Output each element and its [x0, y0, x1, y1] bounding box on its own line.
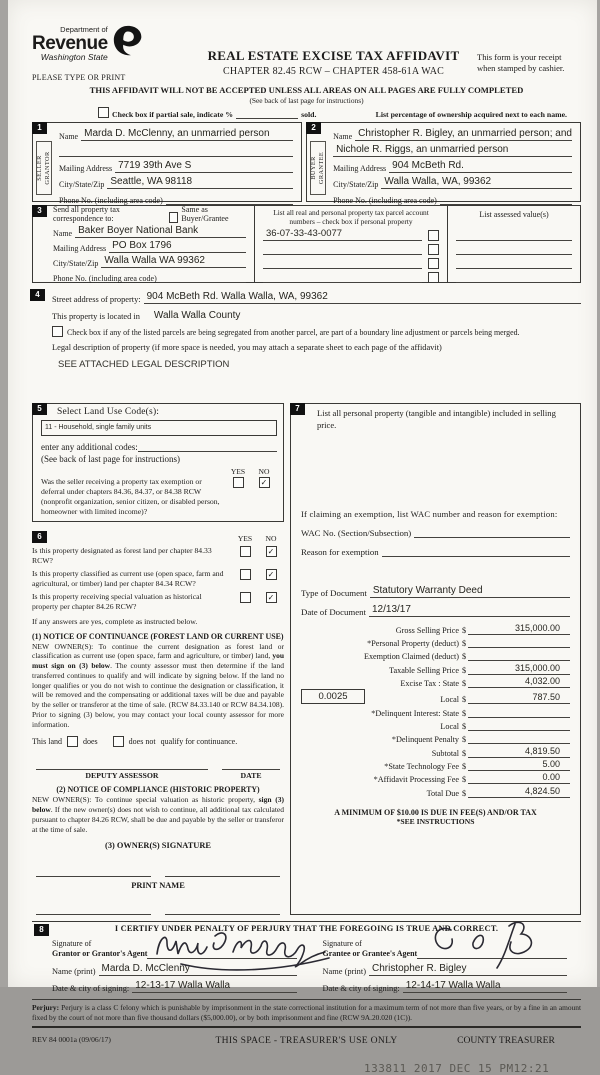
notice-continuance-bold: you must sign on (3) below [32, 651, 284, 671]
grantee-date-city-field[interactable]: 12-14-17 Walla Walla [403, 980, 567, 993]
form-revision-number: REV 84 0001a (09/06/17) [32, 1034, 111, 1044]
perjury-lead: Perjury: [32, 1003, 60, 1013]
partial-sale-checkbox[interactable] [98, 107, 109, 118]
land-use-section [32, 403, 284, 522]
owner-signature-line-1[interactable] [36, 866, 151, 877]
state-technology-fee-field[interactable]: 5.00 [468, 759, 570, 771]
historical-yes-checkbox[interactable] [240, 592, 251, 603]
same-as-buyer-label: Same as Buyer/Grantee [181, 205, 229, 223]
does-not-label: does not [128, 737, 156, 747]
parcel-2-personal-checkbox[interactable] [428, 244, 439, 255]
treasurer-date-stamp: 133811 2017 DEC 15 PM12:21 [364, 1061, 550, 1075]
gross-selling-price-field[interactable]: 315,000.00 [468, 623, 570, 635]
total-due-label: Total Due [426, 788, 459, 798]
delinquent-penalty-field[interactable] [468, 743, 570, 744]
seller-name-label: Name [59, 132, 79, 141]
sold-label: sold. [301, 110, 317, 119]
seller-grantor-side-label [36, 141, 52, 195]
dollar-sign: $ [462, 788, 467, 798]
paper [8, 0, 597, 1075]
assessed-2-field[interactable] [456, 254, 572, 255]
this-land-label: This land [32, 737, 62, 747]
grantor-signature-line[interactable] [147, 936, 296, 959]
dollar-sign: $ [462, 625, 467, 635]
please-type-note: PLEASE TYPE OR PRINT [32, 73, 126, 82]
receipt-note-line1: This form is your receipt [477, 52, 562, 62]
parcel-4-personal-checkbox[interactable] [428, 272, 439, 283]
same-as-buyer-checkbox[interactable] [169, 212, 179, 223]
s5-q1-no-checkbox[interactable]: ✓ [259, 477, 270, 488]
s5-yes-header: YES [230, 467, 246, 476]
dollar-sign: $ [462, 775, 467, 785]
street-address-field[interactable]: 904 McBeth Rd. Walla Walla, WA, 99362 [144, 291, 581, 304]
dollar-sign: $ [462, 748, 467, 758]
forest-land-yes-checkbox[interactable] [240, 546, 251, 557]
dollar-sign: $ [462, 762, 467, 772]
delinquent-interest-state-field[interactable] [468, 717, 570, 718]
local-tax-field[interactable]: 787.50 [468, 692, 570, 704]
seller-csz-field[interactable]: Seattle, WA 98118 [107, 176, 293, 189]
state-technology-fee-label: *State Technology Fee [384, 762, 459, 772]
exemption-deferral-question: Was the seller receiving a property tax exemption or deferral under chapters 84.36, 84.37, or 84.38 RCW (nonprofit organization, senior citizen, or disabled person, homeowner with limited income)? [41, 477, 220, 516]
if-yes-note: If any answers are yes, complete as instructed below. [32, 616, 198, 626]
section-7-number: 7 [290, 403, 305, 415]
corr-csz-label: City/State/Zip [53, 259, 99, 268]
deputy-date-label: DATE [240, 771, 262, 781]
section-3-number: 3 [32, 205, 47, 217]
excise-tax-state-label: Excise Tax : State [400, 679, 459, 689]
perjury-text: Perjury is a class C felony which is punishable by imprisonment in the state correctional institution for a maximum term of not more than five years, or by a fine in an amount fixed by the court of not more than five thousand dollars ($5,000.00), or by both imprisonment and fine (RCW 9A.20.020 (1C)). [32, 1003, 581, 1023]
segregated-note: Check box if any of the listed parcels are being segregated from another parcel, are part of a boundary line adjustment or parcels being merged. [67, 328, 520, 337]
logo-dept-line: Department of [60, 25, 108, 34]
type-of-document-field[interactable]: Statutory Warranty Deed [370, 585, 570, 598]
receipt-note-line2: when stamped by cashier. [477, 63, 565, 74]
seller-section [32, 122, 302, 205]
delinquent-interest-local-label: Local [440, 721, 459, 731]
wac-field[interactable] [414, 537, 570, 538]
s6-no-header: NO [265, 534, 277, 544]
wac-label: WAC No. (Section/Subsection) [301, 528, 412, 539]
section-1-number: 1 [32, 122, 47, 134]
buyer-name-label: Name [333, 132, 353, 141]
grantee-sig-label2: Grantee or Grantee's Agent [322, 949, 418, 959]
grantor-signature-block [36, 936, 307, 993]
parcel-numbers-header: List all real and personal property tax parcel account numbers – check box if personal property [273, 208, 429, 227]
reason-field[interactable] [382, 556, 570, 557]
grantor-label: GRANTOR [44, 151, 51, 185]
parcel-3-field[interactable] [263, 268, 422, 269]
dollar-sign: $ [462, 721, 467, 731]
deputy-assessor-label: DEPUTY ASSESSOR [85, 771, 159, 781]
land-use-title: Select Land Use Code(s): [57, 407, 160, 417]
street-address-label: Street address of property: [52, 295, 141, 304]
seller-phone-label: Phone No. (including area code) [59, 196, 163, 205]
section-5-number: 5 [32, 403, 47, 415]
receipt-note [477, 26, 581, 82]
parcel-4-field[interactable] [263, 282, 422, 283]
personal-property-note: List all personal property (tangible and intangible) included in selling price. [317, 408, 556, 430]
exemption-note: If claiming an exemption, list WAC number and reason for exemption: [301, 509, 558, 520]
grantee-name-print-field[interactable]: Christopher R. Bigley [369, 963, 567, 976]
affidavit-processing-fee-field[interactable]: 0.00 [468, 772, 570, 784]
owner-signature-title: (3) OWNER(S) SIGNATURE [105, 841, 211, 851]
delinquent-interest-state-label: *Delinquent Interest: State [371, 708, 459, 718]
dollar-sign: $ [462, 638, 467, 648]
county-treasurer-label: COUNTY TREASURER [457, 1034, 555, 1046]
dollar-sign: $ [462, 708, 467, 718]
seller-label: SELLER [36, 155, 44, 181]
print-name-label: PRINT NAME [131, 881, 185, 891]
logo-revenue: Revenue [32, 32, 108, 54]
assessed-1-field[interactable] [456, 240, 572, 241]
corr-name-field[interactable]: Baker Boyer National Bank [75, 225, 246, 238]
additional-codes-label: enter any additional codes: [41, 442, 138, 452]
notice-compliance-post: . If the new owner(s) does not wish to continue, all additional tax calculated pursuant to chapter 84.26 RCW, shall be due and payable by the seller or transferor at the time of sale. [32, 805, 284, 834]
grantor-name-print-field[interactable]: Marda D. McClenny [99, 963, 297, 976]
notice-compliance-body [32, 795, 284, 834]
deputy-date-line[interactable] [222, 759, 280, 770]
partial-sale-percent-field[interactable] [236, 118, 298, 119]
corr-phone-field[interactable] [160, 282, 246, 283]
minimum-fee-note: A MINIMUM OF $10.00 IS DUE IN FEE(S) AND/OR TAX [334, 807, 537, 817]
parcel-1-field[interactable]: 36-07-33-43-0077 [263, 228, 422, 241]
partial-sale-label: Check box if partial sale, indicate % [112, 110, 234, 119]
subtotal-field[interactable]: 4,819.50 [468, 746, 570, 758]
see-instructions-note: *SEE INSTRUCTIONS [396, 816, 475, 826]
buyer-name-field[interactable]: Christopher R. Bigley, an unmarried person; and [355, 128, 572, 141]
tax-correspondence-section [32, 205, 581, 283]
grantee-signature-line[interactable] [417, 936, 567, 959]
delinquent-interest-local-field[interactable] [468, 730, 570, 731]
grantee-date-city-label: Date & city of signing: [322, 984, 400, 994]
revenue-swirl-icon [111, 24, 145, 63]
seller-name2-field[interactable] [59, 156, 293, 157]
grantee-signature-block [307, 936, 578, 993]
notice-continuance-post: . The county assessor must then determine if the land transferred continues to qualify and will indicate by signing below. If the land no longer qualifies or you do not wish to continue the designation or classification, it will be removed and the compensating or additional taxes will be due and payable by the seller or transferor at the time of sale. (RCW 84.33.140 or RCW 84.34.108). Prior to signing (3) below, you may contact your local county assessor for more information. [32, 661, 284, 729]
notice-continuance-pre: NEW OWNER(S): To continue the current designation as forest land or classification as current use (open space, farm and agriculture, or timber) land, [32, 641, 284, 661]
total-due-field[interactable]: 4,824.50 [468, 786, 570, 798]
classification-section [32, 526, 284, 915]
print-name-line-2[interactable] [165, 904, 280, 915]
dollar-sign: $ [462, 665, 467, 675]
excise-tax-state-field[interactable]: 4,032.00 [468, 676, 570, 688]
forest-land-no-checkbox[interactable]: ✓ [266, 546, 277, 557]
section-2-number: 2 [306, 122, 321, 134]
date-of-document-field[interactable]: 12/13/17 [369, 604, 570, 617]
section-6-number: 6 [32, 531, 47, 543]
completion-warning: THIS AFFIDAVIT WILL NOT BE ACCEPTED UNLESS ALL AREAS ON ALL PAGES ARE FULLY COMPLETED [89, 85, 524, 95]
dollar-sign: $ [462, 652, 467, 662]
certification-section [32, 921, 581, 1000]
s5-q1-yes-checkbox[interactable] [233, 477, 244, 488]
deputy-assessor-signature-line[interactable] [36, 759, 208, 770]
seller-mailing-label: Mailing Address [59, 164, 113, 173]
grantor-sig-label2: Grantor or Grantor's Agent [52, 949, 148, 959]
corr-phone-label: Phone No. (including area code) [53, 274, 157, 283]
buyer-grantee-side-label [310, 141, 326, 195]
personal-property-deduct-field[interactable] [468, 647, 570, 648]
subtotal-label: Subtotal [431, 748, 459, 758]
dollar-sign: $ [462, 695, 467, 705]
land-does-not-checkbox[interactable] [113, 736, 124, 747]
personal-property-deduct-label: *Personal Property (deduct) [367, 638, 459, 648]
assessed-values-header: List assessed value(s) [479, 210, 549, 219]
form-chapter: CHAPTER 82.45 RCW – CHAPTER 458-61A WAC [222, 66, 445, 77]
personal-property-blank-area[interactable] [301, 431, 570, 509]
reason-label: Reason for exemption [301, 547, 379, 558]
corr-mailing-field[interactable]: PO Box 1796 [109, 240, 246, 253]
delinquent-penalty-label: *Delinquent Penalty [391, 735, 459, 745]
grantor-sig-label1: Signature of [52, 939, 92, 949]
buyer-mailing-label: Mailing Address [333, 164, 387, 173]
grantee-name-print-label: Name (print) [322, 967, 366, 977]
land-does-checkbox[interactable] [67, 736, 78, 747]
current-use-yes-checkbox[interactable] [240, 569, 251, 580]
buyer-csz-label: City/State/Zip [333, 180, 379, 189]
located-in-label: This property is located in [52, 312, 140, 321]
s6-yes-header: YES [237, 534, 253, 544]
ownership-note: List percentage of ownership acquired next to each name. [375, 110, 567, 119]
parcel-2-field[interactable] [263, 254, 422, 255]
current-use-question: Is this property classified as current use (open space, farm and agricultural, or timber) land per chapter 84.34 RCW? [32, 569, 224, 589]
notice-continuance-title: (1) NOTICE OF CONTINUANCE (FOREST LAND OR CURRENT USE) [32, 631, 284, 641]
located-in-field[interactable]: Walla Walla County [153, 310, 241, 321]
affidavit-processing-fee-label: *Affidavit Processing Fee [373, 775, 459, 785]
buyer-mailing-field[interactable]: 904 McBeth Rd. [389, 160, 572, 173]
form-header [32, 26, 581, 82]
section-8-number: 8 [34, 924, 49, 936]
grantee-signature [421, 916, 571, 970]
buyer-phone-label: Phone No. (including area code) [333, 196, 437, 205]
send-correspondence-label: Send all property tax correspondence to: [53, 205, 120, 223]
local-tax-label: Local [440, 695, 459, 705]
current-use-no-checkbox[interactable]: ✓ [266, 569, 277, 580]
historical-no-checkbox[interactable]: ✓ [266, 592, 277, 603]
segregated-checkbox[interactable] [52, 326, 63, 337]
type-of-document-label: Type of Document [301, 588, 367, 599]
s5-see-back-note: (See back of last page for instructions) [41, 454, 180, 464]
date-of-document-label: Date of Document [301, 607, 366, 618]
dollar-sign: $ [462, 679, 467, 689]
grantor-date-city-label: Date & city of signing: [52, 984, 130, 994]
grantee-label: GRANTEE [318, 151, 326, 185]
dollar-sign: $ [462, 735, 467, 745]
buyer-csz-field[interactable]: Walla Walla, WA, 99362 [381, 176, 572, 189]
historical-property-question: Is this property receiving special valuation as historical property per chapter 84.26 RCW? [32, 591, 202, 611]
notice-compliance-title: (2) NOTICE OF COMPLIANCE (HISTORIC PROPERTY) [56, 785, 260, 795]
assessed-3-field[interactable] [456, 268, 572, 269]
legal-description-field[interactable]: SEE ATTACHED LEGAL DESCRIPTION [58, 359, 230, 370]
form-title: REAL ESTATE EXCISE TAX AFFIDAVIT [207, 48, 460, 63]
grantee-sig-label1: Signature of [322, 939, 362, 949]
corr-name-label: Name [53, 229, 73, 238]
logo-state: Washington State [40, 51, 108, 62]
notice-compliance-bold: sign (3) below [32, 795, 284, 815]
grantor-date-city-field[interactable]: 12-13-17 Walla Walla [132, 980, 296, 993]
section-4-number: 4 [30, 289, 45, 301]
forest-land-question: Is this property designated as forest land per chapter 84.33 RCW? [32, 546, 212, 566]
exemption-claimed-field[interactable] [468, 660, 570, 661]
property-address-section [32, 288, 581, 370]
land-use-code-select[interactable]: 11 - Household, single family units [41, 420, 277, 436]
selling-price-section [290, 403, 581, 915]
owner-signature-line-2[interactable] [165, 866, 280, 877]
parcel-3-personal-checkbox[interactable] [428, 258, 439, 269]
does-label: does [83, 737, 98, 747]
gross-selling-price-label: Gross Selling Price [395, 625, 459, 635]
s5-no-header: NO [258, 467, 270, 476]
exemption-claimed-label: Exemption Claimed (deduct) [363, 652, 459, 662]
buyer-name2-field[interactable]: Nichole R. Riggs, an unmarried person [333, 144, 572, 157]
parcel-1-personal-checkbox[interactable] [428, 230, 439, 241]
local-rate-box[interactable]: 0.0025 [301, 689, 365, 704]
buyer-label: BUYER [310, 156, 318, 180]
grantor-name-print-label: Name (print) [52, 967, 96, 977]
notice-compliance-pre: NEW OWNER(S): To continue special valuation as historic property, [32, 795, 259, 805]
seller-csz-label: City/State/Zip [59, 180, 105, 189]
see-back-note: (See back of last page for instructions) [249, 96, 364, 105]
notice-continuance-body [32, 642, 284, 730]
treasurer-use-only-label: THIS SPACE - TREASURER'S USE ONLY [215, 1034, 398, 1046]
corr-csz-field[interactable]: Walla Walla WA 99362 [101, 255, 246, 268]
buyer-section [306, 122, 581, 205]
print-name-line-1[interactable] [36, 904, 151, 915]
assessed-4-field[interactable] [456, 282, 572, 283]
taxable-selling-price-field[interactable]: 315,000.00 [468, 663, 570, 675]
qualify-label: qualify for continuance. [160, 737, 238, 747]
taxable-selling-price-label: Taxable Selling Price [389, 665, 459, 675]
seller-mailing-field[interactable]: 7719 39th Ave S [115, 160, 293, 173]
certify-statement: I CERTIFY UNDER PENALTY OF PERJURY THAT THE FOREGOING IS TRUE AND CORRECT. [114, 924, 499, 934]
agency-logo [32, 26, 190, 82]
additional-codes-field[interactable] [138, 451, 277, 452]
seller-name-field[interactable]: Marda D. McClenny, an unmarried person [81, 128, 293, 141]
perjury-notice [32, 1003, 581, 1028]
corr-mailing-label: Mailing Address [53, 244, 107, 253]
legal-description-label: Legal description of property (if more space is needed, you may attach a separate sheet to each page of the affidavit) [52, 343, 442, 352]
